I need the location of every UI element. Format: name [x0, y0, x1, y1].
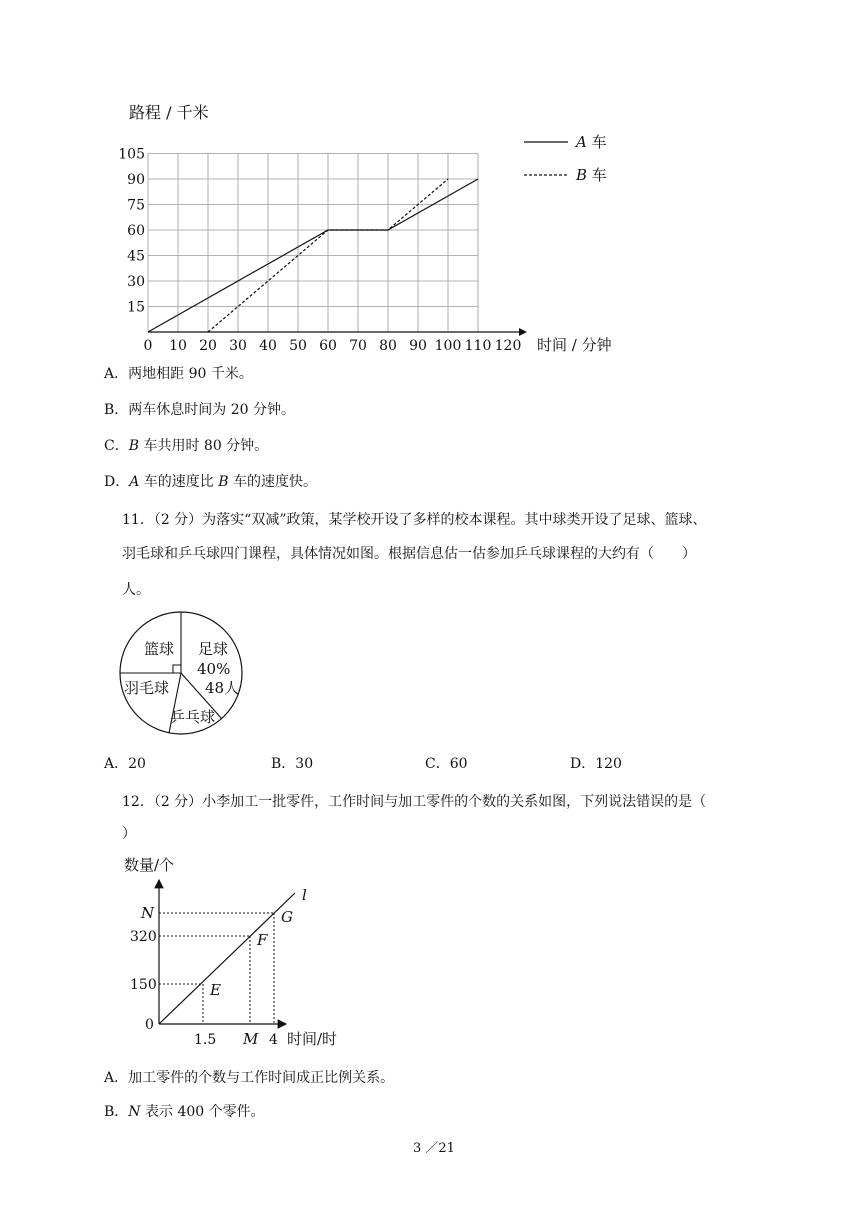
option-prefix: C． [104, 438, 129, 454]
point-f-label: F [257, 931, 268, 949]
x-tick-label: 100 [434, 338, 462, 354]
option-prefix: D． [104, 474, 130, 490]
q12-ylabel: 数量/个 [124, 856, 175, 874]
x-tick-label: 40 [259, 338, 277, 354]
x-tick-label: 30 [229, 338, 247, 354]
y-tick-label: 60 [127, 223, 145, 239]
option-text: 两车休息时间为 20 分钟。 [128, 402, 296, 418]
line-l-label: l [302, 886, 307, 904]
x-tick-label: 80 [379, 338, 397, 354]
ytick-n: N [141, 904, 155, 922]
option-text: B [128, 438, 140, 454]
x-tick-label: 10 [169, 338, 187, 354]
page-number: 3 ／21 [413, 1141, 455, 1156]
x-tick-label: 90 [409, 338, 427, 354]
pie-label-football-count: 48人 [205, 679, 240, 697]
option-text: 车的速度快。 [228, 474, 318, 490]
q12-line-1: 12．（2 分）小李加工一批零件，工作时间与加工零件的个数的关系如图，下列说法错误的是（ [122, 794, 707, 810]
q11-line-2: 羽毛球和乒乓球四门课程，具体情况如图。根据信息估一估参加乒乓球课程的大约有（ ） [122, 546, 696, 562]
q11-option-c: C．60 [425, 756, 468, 772]
origin-label: 0 [145, 1017, 154, 1033]
x-tick-label: 0 [143, 338, 153, 354]
y-tick-label: 105 [118, 146, 145, 163]
q11-line-1: 11．（2 分）为落实“双减”政策，某学校开设了多样的校本课程。其中球类开设了足球、篮球、 [122, 512, 707, 528]
y-tick-label: 30 [127, 274, 145, 290]
q12-xlabel: 时间/时 [287, 1030, 338, 1048]
x-tick-label: 50 [289, 338, 307, 354]
pie-label-football-pct: 40% [197, 660, 231, 678]
pie-label-basketball: 篮球 [144, 640, 175, 658]
option-prefix: B． [104, 402, 129, 418]
q12-line-2: ） [122, 826, 136, 842]
xtick-m: M [243, 1030, 259, 1048]
x-tick-label: 120 [494, 338, 522, 354]
pie-label-badminton: 羽毛球 [124, 679, 170, 697]
y-tick-label: 75 [127, 197, 145, 214]
point-g-label: G [281, 908, 293, 926]
x-tick-label: 20 [199, 338, 217, 354]
x-tick-label: 110 [464, 338, 492, 354]
option-text: 车共用时 80 分钟。 [139, 438, 269, 454]
chart1-xlabel: 时间 / 分钟 [537, 336, 612, 354]
xtick-4: 4 [269, 1032, 278, 1048]
q11-option-d: D．120 [570, 756, 622, 772]
q12-option-a: A．加工零件的个数与工作时间成正比例关系。 [104, 1070, 395, 1086]
q12-option-b: B．N 表示 400 个零件。 [104, 1104, 265, 1120]
option-text: 车的速度比 [139, 474, 219, 490]
option-text: A [129, 474, 140, 490]
pie-label-pingpong: 乒乓球 [170, 708, 216, 726]
option-text: B [218, 474, 229, 490]
x-tick-label: 70 [349, 338, 367, 354]
y-tick-label: 15 [127, 299, 145, 316]
legend-a-label: A 车 [576, 133, 607, 151]
legend-b-label: B 车 [576, 166, 607, 184]
xtick-1-5: 1.5 [194, 1032, 217, 1048]
q11-line-3: 人。 [122, 582, 150, 598]
ytick-150: 150 [130, 977, 157, 993]
q11-option-b: B．30 [271, 756, 314, 772]
option-text: 两地相距 90 千米。 [128, 366, 253, 382]
option-prefix: A． [104, 366, 129, 382]
point-e-label: E [210, 981, 221, 999]
y-tick-label: 45 [127, 248, 145, 265]
chart1-ylabel: 路程 / 千米 [129, 103, 209, 122]
y-tick-label: 90 [127, 172, 145, 188]
q11-option-a: A．20 [104, 756, 146, 772]
x-tick-label: 60 [319, 338, 337, 354]
pie-label-football: 足球 [198, 640, 229, 658]
ytick-320: 320 [130, 929, 157, 945]
